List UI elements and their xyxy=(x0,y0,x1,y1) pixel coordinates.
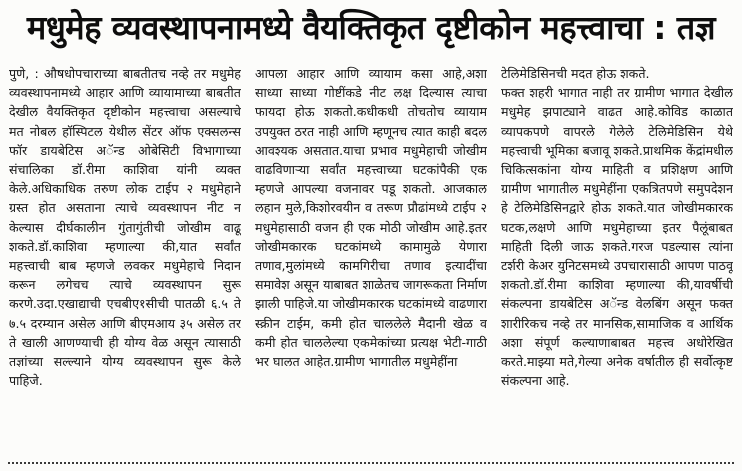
bottom-dotted-rule xyxy=(8,462,734,464)
article-headline: मधुमेह व्यवस्थापनामध्ये वैयक्तिकृत दृष्टीकोन महत्त्वाचा : तज्ञ xyxy=(26,8,716,47)
article-column-2 xyxy=(255,64,487,450)
article-paragraph: टेलिमेडिसिनची मदत होऊ शकते. xyxy=(501,66,650,81)
article-column-3 xyxy=(501,64,733,450)
article-body xyxy=(9,64,733,450)
article-paragraph: फक्त शहरी भागात नाही तर ग्रामीण भागात देखील मधुमेह झपाट्याने वाढत आहे.कोविड काळात व्यापकपणे वापरले गेलेले टेलिमेडिसिन येथे महत्त्वाची भूमिका बजावू शकते.प्राथमिक केंद्रांमधील चिकित्सकांना योग्य माहिती व प्रशिक्षण आणि ग्रामीण भागातील मधुमेहींना एकत्रितपणे समुपदेशन हे टेलिमेडिसिनद्वारे होऊ शकते.यात जोखीमकारक घटक,लक्षणे आणि मधुमेहाच्या इतर पैलूंबाबत माहिती दिली जाऊ शकते.गरज पडल्यास त्यांना टर्शरी केअर युनिटसमध्ये उपचारासाठी आपण पाठवू शकतो.डॉ.रीमा काशिवा म्हणाल्या की,यावर्षीची संकल्पना डायबेटिस अॅन्ड वेलबिंग असून फक्त शारीरिकच नव्हे तर मानसिक,सामाजिक व आर्थिक अशा संपूर्ण कल्याणाबाबत महत्त्व अधोरेखित करते.माझ्या मते,गेल्या अनेक वर्षातील ही सर्वोत्कृष्ट संकल्पना आहे. xyxy=(501,85,733,389)
article-paragraph: आपला आहार आणि व्यायाम कसा आहे,अशा साध्या साध्या गोष्टींकडे नीट लक्ष दिल्यास त्याचा फायदा होऊ शकतो.कधीकधी तोचतोच व्यायाम उपयुक्त ठरत नाही आणि म्हणूनच त्यात काही बदल आवश्यक असतात.याचा प्रभाव मधुमेहाची जोखीम वाढविणाऱ्या सर्वांत महत्त्वाच्या घटकांपैकी एक म्हणजे आपल्या वजनावर पडू शकतो. आजकाल लहान मुले,किशोरवयीन व तरूण प्रौढांमध्ये टाईप २ मधुमेहासाठी वजन ही एक मोठी जोखीम आहे.इतर जोखीमकारक घटकांमध्ये कामामुळे येणारा तणाव,मुलांमध्ये कामगिरीचा तणाव इत्यादींचा समावेश असून याबाबत शाळेतच जागरूकता निर्माण झाली पाहिजे.या जोखीमकारक घटकांमध्ये वाढणारा स्क्रीन टाईम, कमी होत चाललेले मैदानी खेळ व कमी होत चाललेल्या एकमेकांच्या प्रत्यक्ष भेटी-गाठी भर घालत आहेत.ग्रामीण भागातील मधुमेहींना xyxy=(255,66,487,370)
article-paragraph: पुणे, : औषधोपचाराच्या बाबतीतच नव्हे तर मधुमेह व्यवस्थापनामध्ये आहार आणि व्यायामाच्या बाबतीत देखील वैयक्तिकृत दृष्टीकोन महत्त्वाचा असल्याचे मत नोबल हॉस्पिटल येथील सेंटर ऑफ एक्सलन्स फॉर डायबेटिस अॅन्ड ओबेसिटी विभागाच्या संचालिका डॉ.रीमा काशिवा यांनी व्यक्त केले.अधिकाधिक तरुण लोक टाईप २ मधुमेहाने ग्रस्त होत असताना त्याचे व्यवस्थापन नीट न केल्यास दीर्घकालीन गुंतागुंतीची जोखीम वाढू शकते.डॉ.काशिवा म्हणाल्या की,यात सर्वांत महत्त्वाची बाब म्हणजे लवकर मधुमेहाचे निदान करून लगेचच त्याचे व्यवस्थापन सुरू करणे.उदा.एखाद्याची एचबीए१सीची पातळी ६.५ ते ७.५ दरम्यान असेल आणि बीएमआय ३५ असेल तर ते खाली आणण्याची ही योग्य वेळ असून त्यासाठी तज्ञांच्या सल्ल्याने योग्य व्यवस्थापन सुरू केले पाहिजे. xyxy=(9,66,241,389)
article-column-1 xyxy=(9,64,241,450)
